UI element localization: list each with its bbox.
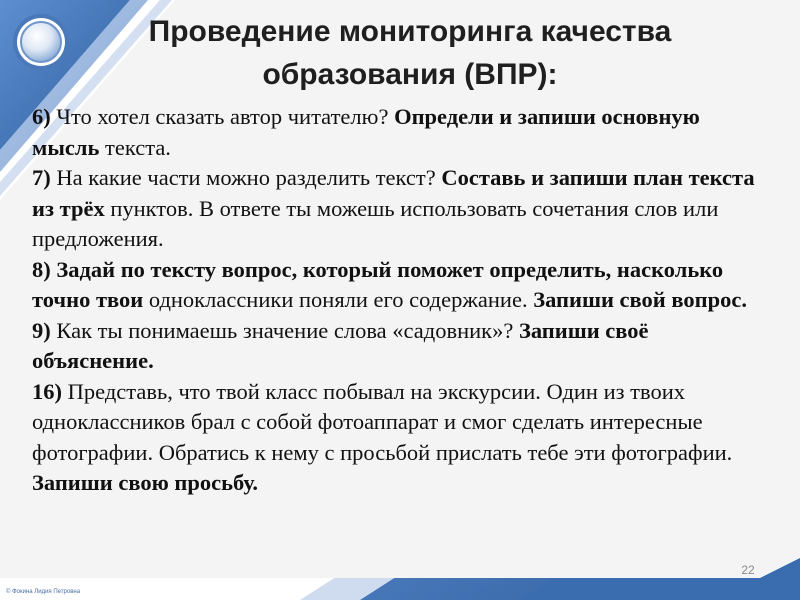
task-number: 6): [32, 104, 51, 129]
task-item: [32, 102, 772, 163]
slide-number: 22: [741, 563, 755, 577]
task-number: 8): [32, 256, 51, 282]
slide-title: [60, 10, 760, 96]
task-text: одноклассники поняли его содержание.: [143, 287, 534, 312]
task-instruction: Запиши свою просьбу.: [32, 470, 259, 495]
task-text: пунктов. В ответе ты можешь использовать сочетания слов или предложения.: [32, 195, 719, 251]
title-line-1: Проведение мониторинга качества: [148, 15, 672, 48]
task-item: [32, 255, 772, 316]
task-number: 16): [32, 378, 62, 404]
title-line-2: образования (ВПР):: [262, 58, 558, 91]
task-item: [32, 377, 772, 499]
task-number: 7): [32, 165, 51, 190]
task-instruction: Определи и запиши основную мысль: [32, 104, 700, 160]
task-text: Что хотел сказать автор читателю?: [50, 104, 395, 129]
task-item: [32, 163, 772, 255]
task-instruction: Запиши свой вопрос.: [533, 287, 747, 312]
footer-credit: © Фокина Лидия Петровна: [6, 589, 81, 595]
task-number: 9): [32, 317, 51, 343]
task-text: На какие части можно разделить текст?: [50, 165, 442, 190]
task-list: [32, 102, 772, 499]
task-item: [32, 316, 772, 377]
task-text: Представь, что твой класс побывал на экскурсии. Один из твоих одноклассников брал с собой фотоаппарат и смог сделать интересные фотографии. Обратись к нему с просьбой прислать тебе эти фотографии.: [32, 378, 733, 465]
task-text: текста.: [99, 134, 171, 160]
task-instruction: Составь и запиши план текста из трёх: [32, 165, 755, 221]
task-text: Как ты понимаешь значение слова «садовник»?: [50, 317, 519, 343]
task-instruction: Задай по тексту вопрос, который поможет определить, насколько точно твои: [32, 256, 724, 312]
task-instruction: Запиши своё объяснение.: [32, 317, 649, 373]
